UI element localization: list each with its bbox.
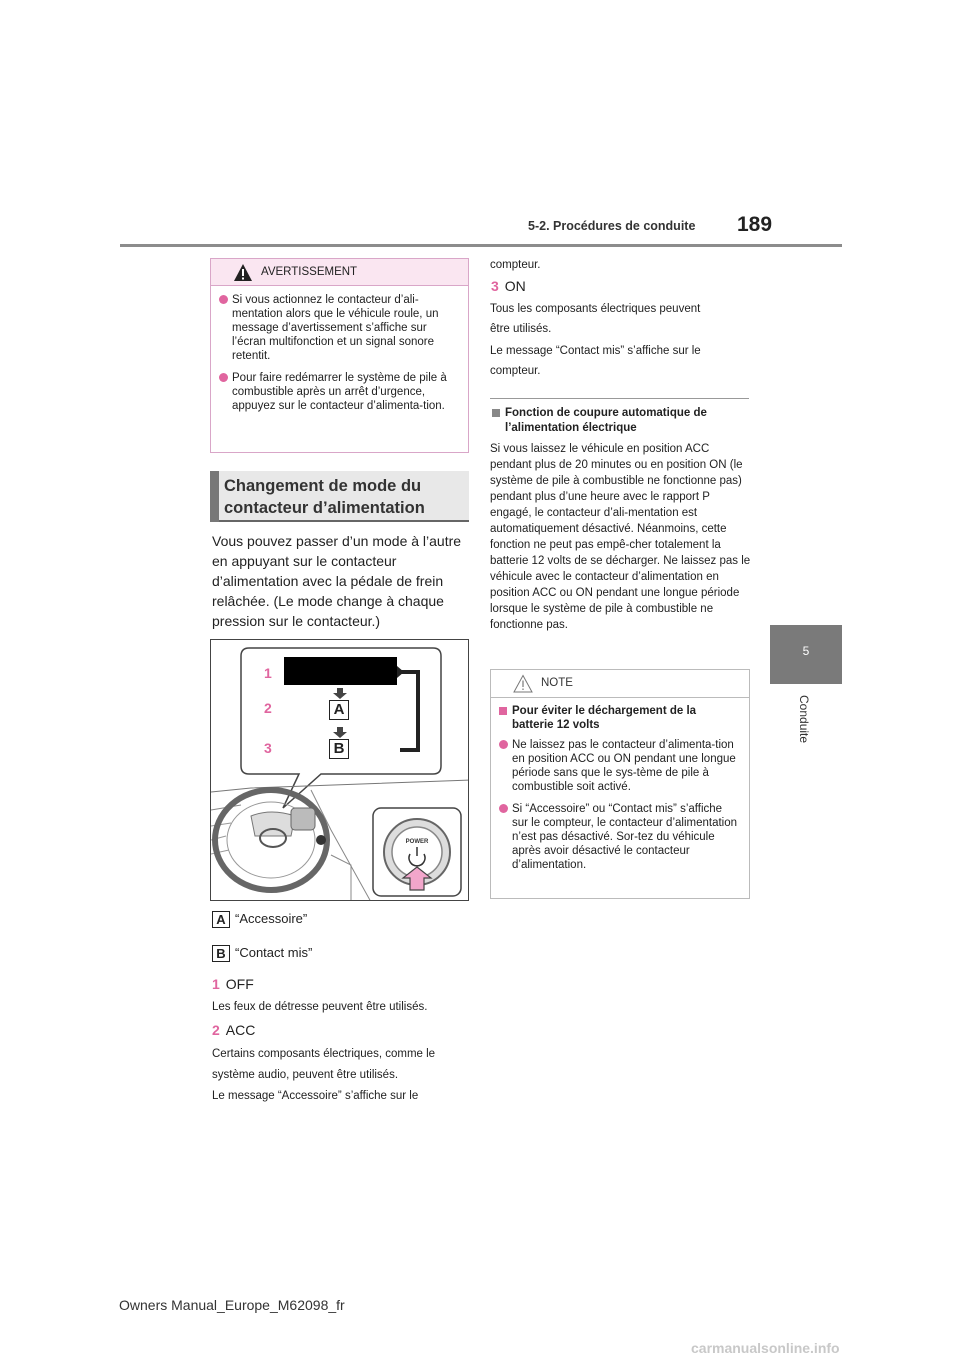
footer-doc-id: Owners Manual_Europe_M62098_fr xyxy=(119,1297,345,1313)
step-acc-desc-2: système audio, peuvent être utilisés. xyxy=(212,1069,399,1081)
square-bullet-icon xyxy=(492,409,500,417)
note-title: NOTE xyxy=(541,677,573,689)
square-bullet-icon xyxy=(499,707,507,715)
step-on: 3 ON xyxy=(491,278,526,294)
bullet-icon xyxy=(499,740,508,749)
page-number: 189 xyxy=(737,213,773,236)
illustration-step-1: 1 xyxy=(264,665,272,681)
legend-b: B “Contact mis” xyxy=(212,945,312,962)
step-acc-desc-4: compteur. xyxy=(490,259,541,271)
warning-triangle-icon xyxy=(233,263,253,282)
section-heading-bar xyxy=(210,471,219,522)
power-switch-illustration xyxy=(210,639,469,901)
note-sub-title: Pour éviter le déchargement de la batterie 12 volts xyxy=(495,704,737,732)
chapter-label: Conduite xyxy=(797,695,811,744)
step-acc-desc-3: Le message “Accessoire” s’affiche sur le xyxy=(212,1090,419,1102)
bullet-icon xyxy=(499,804,508,813)
step-on-desc-2: être utilisés. xyxy=(490,323,552,335)
warning-header xyxy=(211,259,468,286)
illustration-step-3: 3 xyxy=(264,740,272,756)
illustration-step-2: 2 xyxy=(264,700,272,716)
dashboard-drawing xyxy=(211,640,469,901)
warning-box xyxy=(210,258,469,453)
warning-title: AVERTISSEMENT xyxy=(261,266,358,278)
section-divider xyxy=(490,398,749,399)
bullet-icon xyxy=(219,373,228,382)
step-off-desc: Les feux de détresse peuvent être utilisés. xyxy=(212,1001,428,1013)
note-item: Si “Accessoire” ou “Contact mis” s’affiche sur le compteur, le contacteur d’alimentation n’est pas désactivé. Sor-tez du véhicule après avoir désactivé le contacteur d’alimentation. xyxy=(495,802,737,872)
power-button-label: POWER xyxy=(405,839,429,845)
bullet-icon xyxy=(219,295,228,304)
section-header: 5-2. Procédures de conduite xyxy=(528,219,696,233)
watermark: carmanualsonline.info xyxy=(691,1340,840,1356)
note-item: Ne laissez pas le contacteur d’alimenta-tion en position ACC ou ON pendant une longue période sans que le sys-tème de pile à combustible soit activé. xyxy=(495,738,737,794)
note-header xyxy=(491,670,749,698)
step-on-desc-4: compteur. xyxy=(490,365,541,377)
step-acc: 2 ACC xyxy=(212,1022,256,1038)
section-title: Changement de mode du contacteur d’alimentation xyxy=(224,477,425,517)
step-on-desc-1: Tous les composants électriques peuvent xyxy=(490,303,701,315)
badge-b: B xyxy=(212,945,230,962)
chapter-number: 5 xyxy=(802,644,810,658)
badge-a: A xyxy=(212,911,230,928)
section-heading xyxy=(210,471,469,522)
warning-item: Pour faire redémarrer le système de pile à combustible après un arrêt d’urgence, appuyez sur le contacteur d’alimenta-tion. xyxy=(215,371,458,413)
auto-off-title: Fonction de coupure automatique de l’alimentation électrique xyxy=(490,406,752,436)
caution-triangle-icon xyxy=(513,674,533,693)
step-acc-desc-1: Certains composants électriques, comme le xyxy=(212,1048,436,1060)
note-box xyxy=(490,669,750,899)
chapter-tab[interactable] xyxy=(770,625,842,684)
step-off: 1 OFF xyxy=(212,976,254,992)
legend-a: A “Accessoire” xyxy=(212,911,307,928)
section-intro: Vous pouvez passer d’un mode à l’autre en appuyant sur le contacteur d’alimentation avec la pédale de frein relâchée. (Le mode change à chaque pression sur le contacteur.) xyxy=(212,533,462,629)
warning-item: Si vous actionnez le contacteur d’ali-mentation alors que le véhicule roule, un message d’avertissement s’affiche sur l’écran multifonction et un signal sonore retentit. xyxy=(215,293,458,363)
auto-off-body: Si vous laissez le véhicule en position ACC pendant plus de 20 minutes ou en position ON (le système de pile à combustible ne fonctionne pas) pendant plus d’une heure avec le rapport P engagé, le contacteur d’ali-mentation est automatiquement désactivé. Néanmoins, cette fonction ne peut pas empê-cher totalement la batterie 12 volts de se décharger. Ne laissez pas le véhicule avec le contacteur d’alimentation en position ACC ou ON pendant une longue période lorsque le système de pile à combustible ne fonctionne pas. xyxy=(490,443,751,631)
header-rule xyxy=(120,244,842,247)
illustration-badge-b: B xyxy=(329,739,349,759)
illustration-badge-a: A xyxy=(329,700,349,720)
step-on-desc-3: Le message “Contact mis” s’affiche sur le xyxy=(490,345,701,357)
